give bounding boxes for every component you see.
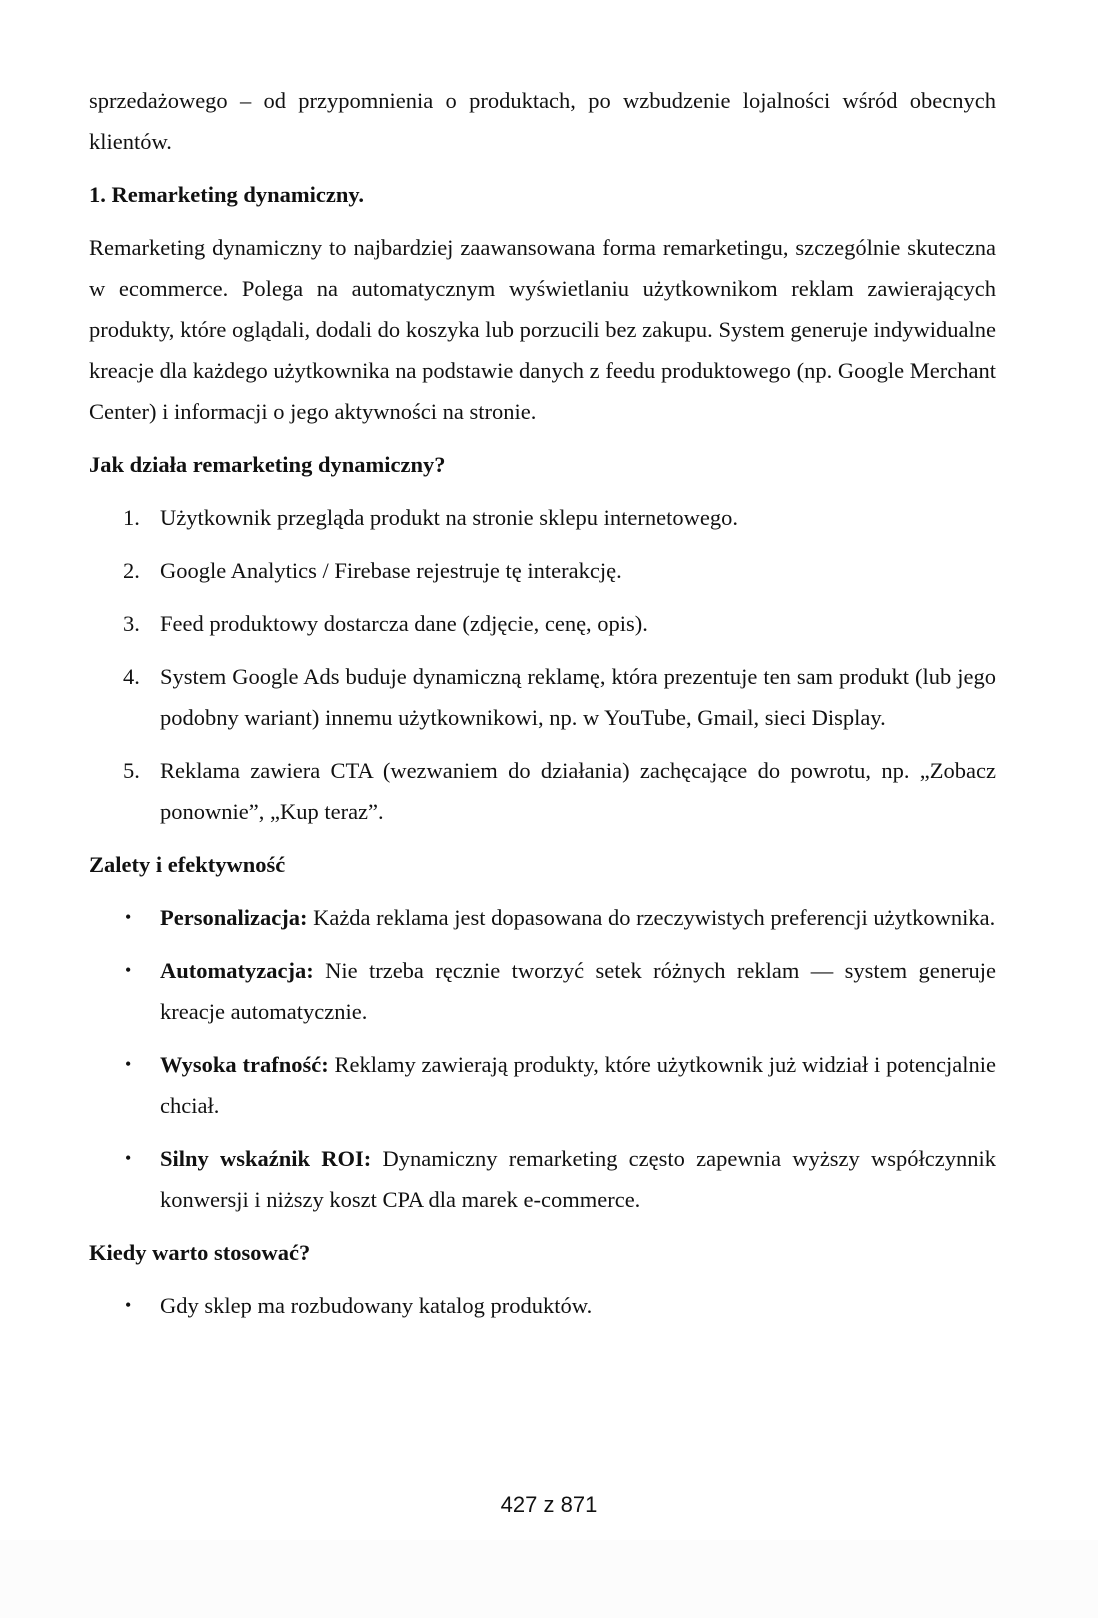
advantage-text: Nie trzeba ręcznie tworzyć setek różnych reklam — system generuje kreacje automatycznie. bbox=[160, 958, 997, 1024]
when-to-use-item bbox=[89, 1285, 996, 1326]
when-to-use-heading: Kiedy warto stosować? bbox=[89, 1240, 311, 1265]
advantages-list bbox=[89, 897, 996, 1220]
step-number: 2. bbox=[123, 558, 140, 583]
page-indicator: 427 z 871 bbox=[500, 1492, 598, 1517]
step-item bbox=[89, 750, 996, 832]
intro-paragraph: sprzedażowego – od przypomnienia o produktach, po wzbudzenie lojalności wśród obecnych klientów. bbox=[89, 88, 996, 154]
advantage-item bbox=[89, 897, 996, 938]
advantage-text: Dynamiczny remarketing często zapewnia wyższy współczynnik konwersji i niższy koszt CPA dla marek e-commerce. bbox=[160, 1146, 997, 1212]
step-text: Użytkownik przegląda produkt na stronie sklepu internetowego. bbox=[160, 505, 738, 530]
section-description: Remarketing dynamiczny to najbardziej zaawansowana forma remarketingu, szczególnie skuteczna w ecommerce. Polega na automatycznym wyświetlaniu użytkownikom reklam zawierających produkty, które oglądali, dodali do koszyka lub porzucili bez zakupu. System generuje indywidualne kreacje dla każdego użytkownika na podstawie danych z feedu produktowego (np. Google Merchant Center) i informacji o jego aktywności na stronie. bbox=[89, 235, 996, 424]
page-bottom-area bbox=[0, 1540, 1098, 1618]
advantage-text: Każda reklama jest dopasowana do rzeczywistych preferencji użytkownika. bbox=[313, 905, 996, 930]
when-to-use-list bbox=[89, 1285, 996, 1326]
step-item bbox=[89, 603, 996, 644]
bullet-icon: • bbox=[125, 1148, 132, 1168]
step-text: Feed produktowy dostarcza dane (zdjęcie, cenę, opis). bbox=[160, 611, 648, 636]
step-item bbox=[89, 497, 996, 538]
step-text: System Google Ads buduje dynamiczną reklamę, która prezentuje ten sam produkt (lub jego podobny wariant) innemu użytkownikowi, np. w YouTube, Gmail, sieci Display. bbox=[160, 664, 996, 730]
advantages-heading: Zalety i efektywność bbox=[89, 852, 286, 877]
bullet-icon: • bbox=[125, 960, 132, 980]
when-to-use-text: Gdy sklep ma rozbudowany katalog produktów. bbox=[160, 1293, 593, 1318]
step-number: 4. bbox=[123, 664, 140, 689]
section-title: 1. Remarketing dynamiczny. bbox=[89, 182, 364, 207]
steps-list bbox=[89, 497, 996, 832]
how-it-works-heading: Jak działa remarketing dynamiczny? bbox=[89, 452, 446, 477]
step-number: 3. bbox=[123, 611, 140, 636]
advantage-label: Wysoka trafność: bbox=[160, 1052, 329, 1077]
advantage-item bbox=[89, 1044, 996, 1126]
step-item bbox=[89, 656, 996, 738]
advantage-label: Silny wskaźnik ROI: bbox=[160, 1146, 372, 1171]
advantage-item bbox=[89, 950, 996, 1032]
bullet-icon: • bbox=[125, 1054, 132, 1074]
advantage-item bbox=[89, 1138, 996, 1220]
step-text: Google Analytics / Firebase rejestruje tę interakcję. bbox=[160, 558, 622, 583]
step-text: Reklama zawiera CTA (wezwaniem do działania) zachęcające do powrotu, np. „Zobacz ponownie”, „Kup teraz”. bbox=[160, 758, 996, 824]
step-number: 1. bbox=[123, 505, 140, 530]
advantage-label: Automatyzacja: bbox=[160, 958, 314, 983]
advantage-text: Reklamy zawierają produkty, które użytkownik już widział i potencjalnie chciał. bbox=[160, 1052, 997, 1118]
bullet-icon: • bbox=[125, 907, 132, 927]
step-item bbox=[89, 550, 996, 591]
document-page bbox=[89, 80, 996, 1338]
advantage-label: Personalizacja: bbox=[160, 905, 308, 930]
bullet-icon: • bbox=[125, 1295, 132, 1315]
step-number: 5. bbox=[123, 758, 140, 783]
